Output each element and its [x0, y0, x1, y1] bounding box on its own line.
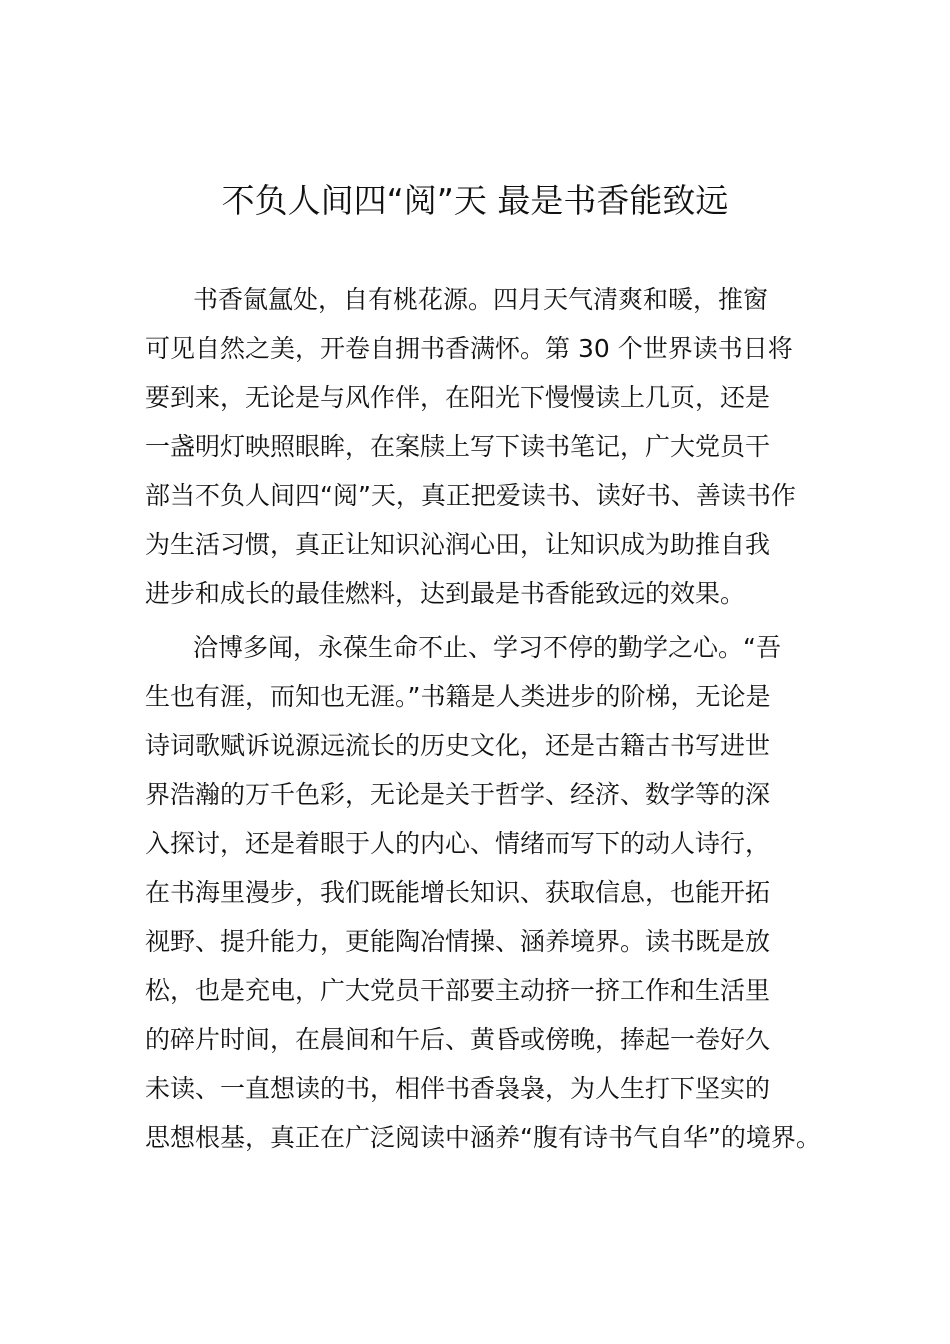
paragraph-line: 书香氤氲处，自有桃花源。四月天气清爽和暖，推窗: [193, 285, 769, 314]
paragraph-line: 入探讨，还是着眼于人的内心、情绪而写下的动人诗行，: [145, 829, 771, 858]
document-title: 不负人间四“阅”天 最是书香能致远: [221, 181, 729, 220]
paragraph-line: 松，也是充电，广大党员干部要主动挤一挤工作和生活里: [145, 976, 771, 1005]
paragraph-line: 洽博多闻，永葆生命不止、学习不停的勤学之心。“吾: [193, 633, 781, 662]
paragraph-line: 进步和成长的最佳燃料，达到最是书香能致远的效果。: [145, 579, 746, 608]
paragraph-line: 未读、一直想读的书，相伴书香袅袅，为人生打下坚实的: [145, 1074, 771, 1103]
paragraph-line: 诗词歌赋诉说源远流长的历史文化，还是古籍古书写进世: [145, 731, 771, 760]
paragraph-line: 在书海里漫步，我们既能增长知识、获取信息，也能开拓: [145, 878, 771, 907]
paragraph-line: 要到来，无论是与风作伴，在阳光下慢慢读上几页，还是: [145, 383, 771, 412]
paragraph-line: 可见自然之美，开卷自拥书香满怀。第 30 个世界读书日将: [145, 334, 793, 363]
paragraph-line: 思想根基，真正在广泛阅读中涵养“腹有诗书气自华”的境界。: [145, 1123, 821, 1152]
paragraph-line: 为生活习惯，真正让知识沁润心田，让知识成为助推自我: [145, 530, 771, 559]
paragraph-line: 视野、提升能力，更能陶冶情操、涵养境界。读书既是放: [145, 927, 771, 956]
paragraph-line: 生也有涯，而知也无涯。”书籍是人类进步的阶梯，无论是: [145, 682, 771, 711]
paragraph-line: 一盏明灯映照眼眸，在案牍上写下读书笔记，广大党员干: [145, 432, 771, 461]
paragraph-line: 界浩瀚的万千色彩，无论是关于哲学、经济、数学等的深: [145, 780, 771, 809]
paragraph-line: 部当不负人间四“阅”天，真正把爱读书、读好书、善读书作: [145, 481, 796, 510]
paragraph-line: 的碎片时间，在晨间和午后、黄昏或傍晚，捧起一卷好久: [145, 1025, 771, 1054]
